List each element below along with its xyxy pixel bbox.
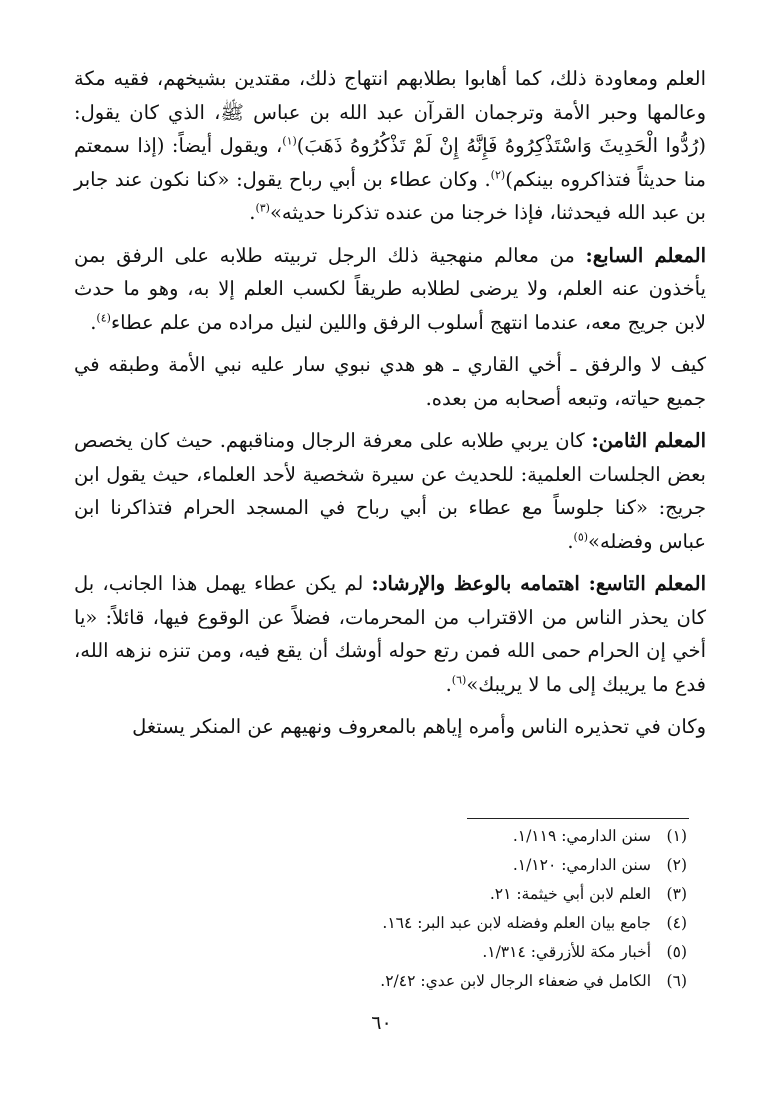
footnote-text: الكامل في ضعفاء الرجال لابن عدي: ٢/٤٢. xyxy=(380,972,651,990)
footnote-number: (٢) xyxy=(666,856,687,874)
paragraph-text: وكان في تحذيره الناس وأمره إياهم بالمعروف ونهيهم عن المنكر يستغل xyxy=(132,715,706,738)
paragraph-text: كيف لا والرفق ـ أخي القاري ـ هو هدي نبوي سار عليه نبي الأمة وطبقه في جميع حياته، وتبعه أصحابه من بعده. xyxy=(74,353,706,410)
paragraph-text: . xyxy=(249,201,256,224)
paragraph-text: ، ويقول أيضاً: (إذا سمعتم منا حديثاً فتذاكروه بينكم) xyxy=(74,134,706,191)
page-number: ٦٠ xyxy=(371,1012,392,1034)
footnote-number: (٦) xyxy=(666,972,687,990)
paragraph-text: . xyxy=(445,672,452,696)
footnote-item xyxy=(127,938,687,967)
footnote-number: (١) xyxy=(666,827,687,845)
footnote-number: (٤) xyxy=(666,914,687,932)
footnote-ref[interactable]: (٦) xyxy=(451,673,467,686)
footnote-item xyxy=(127,967,687,996)
footnote-text: جامع بيان العلم وفضله لابن عبد البر: ١٦٤. xyxy=(382,914,651,932)
paragraph xyxy=(74,348,706,415)
paragraph-heading: المعلم الثامن: xyxy=(591,429,707,452)
paragraph-text: العلم ومعاودة ذلك، كما أهابوا بطلابهم انتهاج ذلك، مقتدين بشيخهم، فقيه مكة وعالمها وحبر الأمة وترجمان القرآن عبد الله بن عباس ﷺ، الذي كان يقول: (رُدُّوا الْحَدِيثَ وَاسْتَذْكِرُوهُ فَإِنَّهُ إِنْ لَمْ تَذْكُرُوهُ ذَهَبَ) xyxy=(74,67,706,157)
footnote-text: سنن الدارمي: ١/١٢٠. xyxy=(512,856,651,874)
footnote-ref[interactable]: (٣) xyxy=(255,201,270,215)
paragraph xyxy=(74,239,706,340)
paragraph xyxy=(74,424,706,558)
footnote-separator xyxy=(467,818,689,819)
footnote-item xyxy=(127,909,687,938)
paragraph-text: لم يكن عطاء يهمل هذا الجانب، بل كان يحذر الناس من الاقتراب من المحرمات، فضلاً عن الوقوع فيها، قائلاً: «يا أخي إن الحرام حمى الله فمن رتع حوله أوشك أن يقع فيه، ومن تنزه نزهه الله، فدع ما يريبك إلى ما لا يريبك» xyxy=(74,572,706,696)
paragraph-heading: المعلم التاسع: اهتمامه بالوعظ والإرشاد: xyxy=(371,572,706,595)
paragraph xyxy=(74,710,706,744)
footnote-item xyxy=(127,822,687,851)
footnote-text: أخبار مكة للأزرقي: ١/٣١٤. xyxy=(482,943,651,961)
footnote-number: (٣) xyxy=(666,885,687,903)
paragraph-text: . xyxy=(567,529,574,553)
paragraph-heading: المعلم السابع: xyxy=(585,243,706,267)
footnote-ref[interactable]: (٥) xyxy=(573,530,589,543)
paragraph-text: . وكان عطاء بن أبي رباح يقول: «كنا نكون عند جابر بن عبد الله فيحدثنا، فإذا خرجنا من عنده تذكرنا حديثه» xyxy=(74,167,706,224)
footnote-item xyxy=(127,880,687,909)
footnote-ref[interactable]: (٢) xyxy=(490,168,506,181)
footnote-ref[interactable]: (١) xyxy=(282,134,297,148)
footnote-item xyxy=(127,851,687,880)
page-body xyxy=(74,62,706,753)
paragraph xyxy=(74,567,706,701)
paragraph-text: كان يربي طلابه على معرفة الرجال ومناقبهم. حيث كان يخصص بعض الجلسات العلمية: للحديث عن سيرة شخصية لأحد العلماء، حيث يقول ابن جريج: «كنا جلوساً مع عطاء بن أبي رباح في المسجد الحرام فتذاكرنا ابن عباس وفضله» xyxy=(74,429,706,553)
footnotes-list xyxy=(127,822,687,996)
footnote-ref[interactable]: (٤) xyxy=(96,311,111,324)
paragraph-text: من معالم منهجية ذلك الرجل تربيته طلابه على الرفق بمن يأخذون عنه العلم، ولا يرضى لطلابه طريقاً لكسب العلم إلا به، وهو ما حدث لابن جريج معه، عندما انتهج أسلوب الرفق واللين لنيل مراده من علم عطاء xyxy=(74,243,706,334)
footnote-number: (٥) xyxy=(666,943,687,961)
footnote-text: سنن الدارمي: ١/١١٩. xyxy=(512,827,651,845)
footnote-text: العلم لابن أبي خيثمة: ٢١. xyxy=(489,885,651,903)
paragraph xyxy=(74,62,706,230)
paragraph-text: . xyxy=(90,310,97,334)
